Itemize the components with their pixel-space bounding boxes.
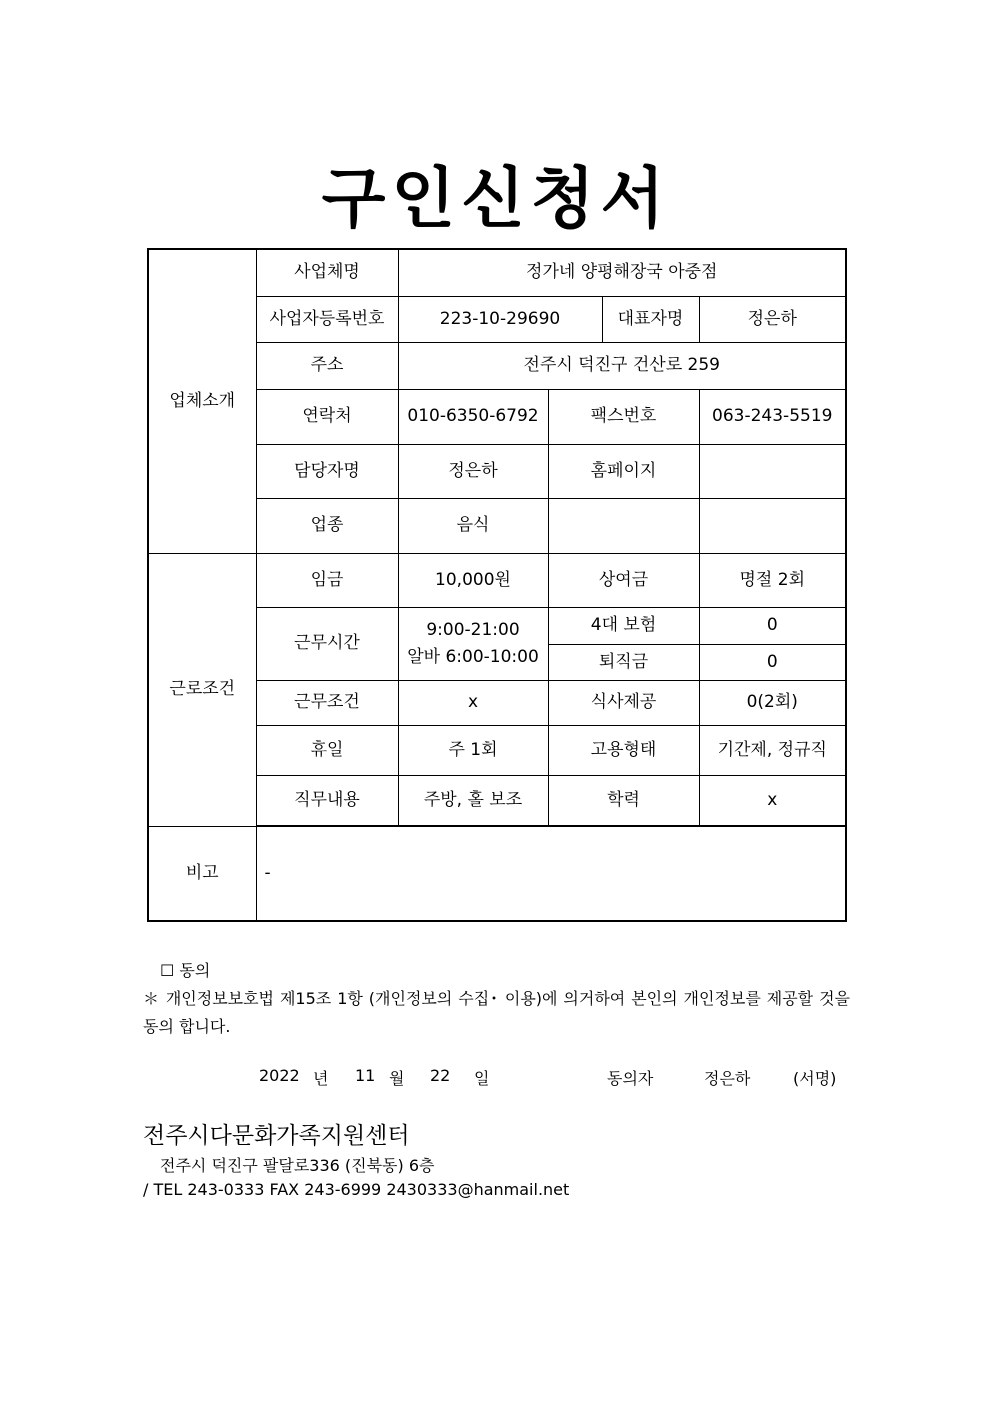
rep-value: 정은하 [699, 296, 846, 342]
homepage-value [699, 444, 846, 498]
industry-value: 음식 [398, 498, 548, 553]
center-address: 전주시 덕진구 팔달로336 (진북동) 6층 [160, 1156, 435, 1175]
reg-no-label: 사업자등록번호 [256, 296, 398, 342]
bonus-value: 명절 2회 [699, 553, 846, 607]
wage-value: 10,000원 [398, 553, 548, 607]
education-value: x [699, 775, 846, 825]
consent-checkbox[interactable]: ☐ 동의 [160, 961, 211, 980]
consent-day: 22 [430, 1066, 451, 1085]
hours-label: 근무시간 [256, 607, 398, 680]
phone-label: 연락처 [256, 389, 398, 444]
manager-label: 담당자명 [256, 444, 398, 498]
duty-value: 주방, 홀 보조 [398, 775, 548, 825]
employment-type-label: 고용형태 [548, 725, 699, 775]
company-section-label: 업체소개 [148, 249, 256, 553]
remarks-value: - [256, 826, 846, 921]
signature-label: (서명) [793, 1069, 837, 1088]
signer-name: 정은하 [704, 1069, 751, 1088]
conditions-section-label: 근로조건 [148, 553, 256, 826]
meal-label: 식사제공 [548, 680, 699, 725]
education-label: 학력 [548, 775, 699, 825]
work-condition-label: 근무조건 [256, 680, 398, 725]
work-condition-value: x [398, 680, 548, 725]
holiday-value: 주 1회 [398, 725, 548, 775]
center-contact: / TEL 243-0333 FAX 243-6999 2430333@hanmail.net [143, 1180, 570, 1199]
industry-label: 업종 [256, 498, 398, 553]
consent-year-unit: 년 [313, 1069, 329, 1088]
rep-label: 대표자명 [602, 296, 699, 342]
company-name-value: 정가네 양평해장국 아중점 [398, 249, 846, 296]
fax-value: 063-243-5519 [699, 389, 846, 444]
document-title: 구인신청서 [321, 159, 671, 237]
wage-label: 임금 [256, 553, 398, 607]
address-value: 전주시 덕진구 건산로 259 [398, 342, 846, 389]
address-label: 주소 [256, 342, 398, 389]
job-request-form-table [147, 248, 847, 922]
severance-label: 퇴직금 [548, 644, 699, 680]
duty-label: 직무내용 [256, 775, 398, 825]
holiday-label: 휴일 [256, 725, 398, 775]
hours-line-2: 알바 6:00-10:00 [407, 646, 539, 667]
company-name-label: 사업체명 [256, 249, 398, 296]
hours-value [398, 607, 548, 680]
signer-label: 동의자 [607, 1069, 654, 1088]
insurance-label: 4대 보험 [548, 607, 699, 644]
consent-month: 11 [355, 1066, 376, 1085]
consent-day-unit: 일 [474, 1069, 490, 1088]
hours-line-1: 9:00-21:00 [426, 619, 520, 640]
consent-year: 2022 [259, 1066, 300, 1085]
homepage-label: 홈페이지 [548, 444, 699, 498]
fax-label: 팩스번호 [548, 389, 699, 444]
manager-value: 정은하 [398, 444, 548, 498]
consent-statement: ＊ 개인정보보호법 제15조 1항 (개인정보의 수집･ 이용)에 의거하여 본인의 개인정보를 제공할 것을 동의 합니다. [143, 989, 850, 1036]
empty-cell [699, 498, 846, 553]
meal-value: 0(2회) [699, 680, 846, 725]
reg-no-value: 223-10-29690 [398, 296, 602, 342]
insurance-value: 0 [699, 607, 846, 644]
employment-type-value: 기간제, 정규직 [699, 725, 846, 775]
severance-value: 0 [699, 644, 846, 680]
bonus-label: 상여금 [548, 553, 699, 607]
phone-value: 010-6350-6792 [398, 389, 548, 444]
empty-cell [548, 498, 699, 553]
remarks-label: 비고 [148, 826, 256, 921]
center-name: 전주시다문화가족지원센터 [143, 1123, 410, 1149]
consent-month-unit: 월 [389, 1069, 405, 1088]
